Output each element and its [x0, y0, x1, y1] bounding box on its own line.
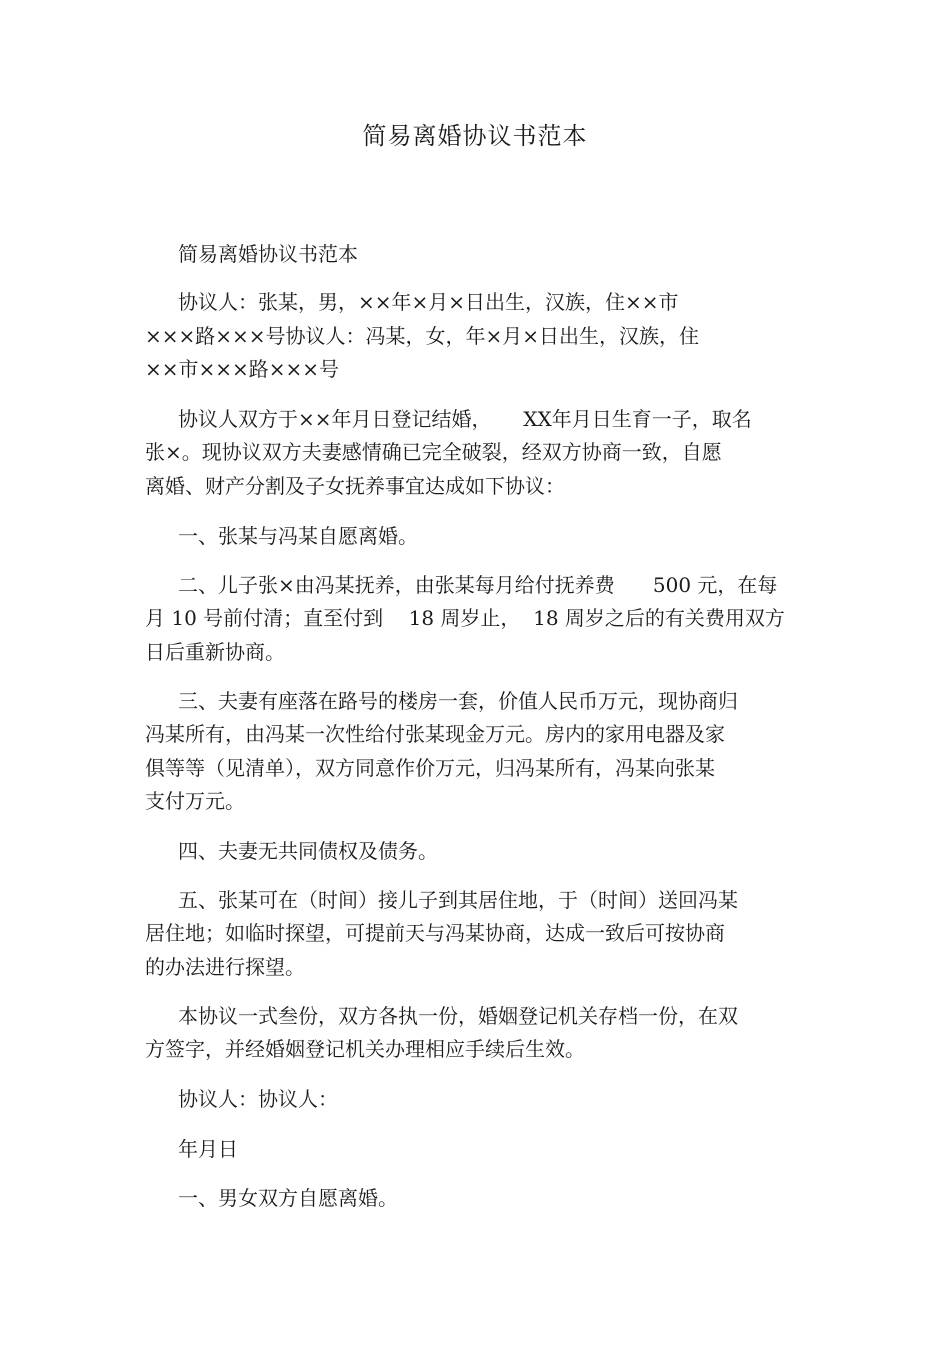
- clause-2-line-2: 月 10 号前付清；直至付到 18 周岁止， 18 周岁之后的有关费用双方: [145, 606, 785, 630]
- preamble-line-2: 张×。现协议双方夫妻感情确已完全破裂，经双方协商一致，自愿: [145, 440, 722, 464]
- clause-5-line-3: 的办法进行探望。: [145, 955, 305, 979]
- clause-3-line-3: 俱等等（见清单），双方同意作价万元，归冯某所有，冯某向张某: [145, 756, 715, 780]
- effect-line-1: 本协议一式叁份，双方各执一份，婚姻登记机关存档一份，在双: [178, 1004, 738, 1028]
- clause-3-line-1: 三、夫妻有座落在路号的楼房一套，价值人民币万元，现协商归: [178, 689, 738, 713]
- preamble-line-1: 协议人双方于××年月日登记结婚， XX年月日生育一子，取名: [178, 407, 752, 431]
- next-clause-1: 一、男女双方自愿离婚。: [178, 1186, 398, 1210]
- signature-line: 协议人：协议人：: [178, 1087, 338, 1111]
- party-line-3: ××市×××路×××号: [145, 357, 340, 381]
- preamble-line-3: 离婚、财产分割及子女抚养事宜达成如下协议：: [145, 474, 565, 498]
- clause-3-line-4: 支付万元。: [145, 789, 245, 813]
- heading-repeat: 简易离婚协议书范本: [178, 242, 358, 266]
- date-line: 年月日: [178, 1137, 238, 1161]
- clause-5-line-1: 五、张某可在（时间）接儿子到其居住地，于（时间）送回冯某: [178, 888, 738, 912]
- clause-1: 一、张某与冯某自愿离婚。: [178, 524, 418, 548]
- clause-4: 四、夫妻无共同债权及债务。: [178, 839, 438, 863]
- clause-2-line-1: 二、儿子张×由冯某抚养，由张某每月给付抚养费 500 元，在每: [178, 573, 778, 597]
- party-line-1: 协议人：张某，男，××年×月×日出生，汉族，住××市: [178, 290, 679, 314]
- effect-line-2: 方签字，并经婚姻登记机关办理相应手续后生效。: [145, 1037, 585, 1061]
- party-line-2: ×××路×××号协议人：冯某，女，年×月×日出生，汉族，住: [145, 324, 700, 348]
- clause-2-line-3: 日后重新协商。: [145, 640, 285, 664]
- clause-5-line-2: 居住地；如临时探望，可提前天与冯某协商，达成一致后可按协商: [145, 921, 725, 945]
- clause-3-line-2: 冯某所有，由冯某一次性给付张某现金万元。房内的家用电器及家: [145, 722, 725, 746]
- document-title: 简易离婚协议书范本: [362, 122, 588, 150]
